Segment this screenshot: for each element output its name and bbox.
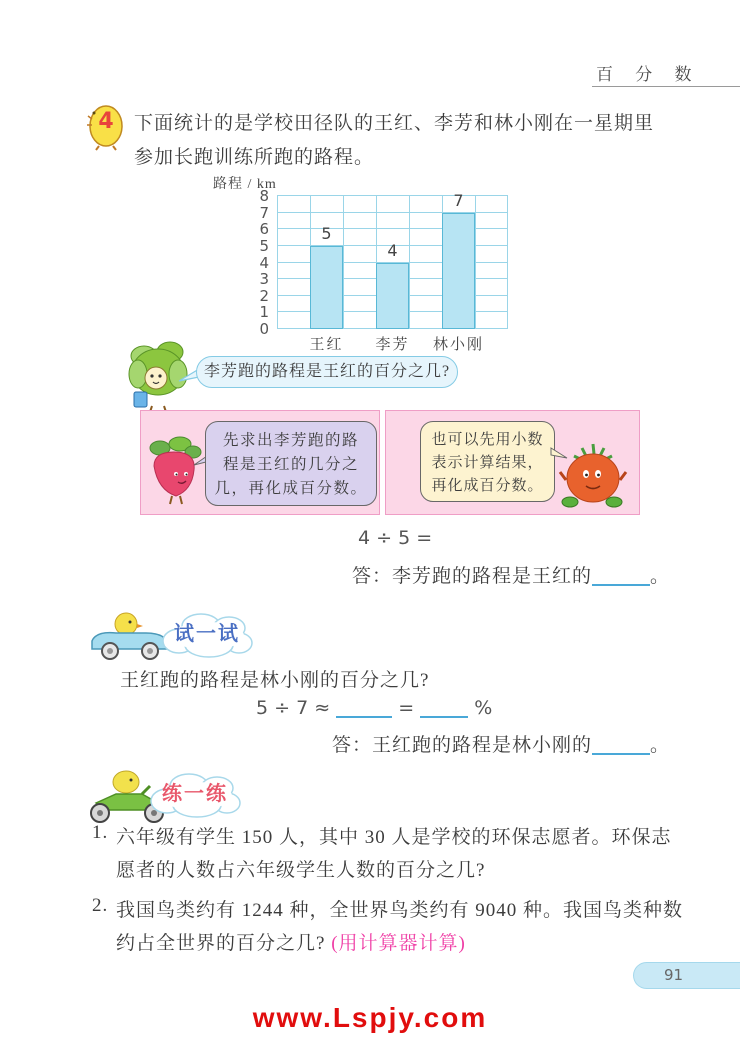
practice-section-label: 练一练 — [162, 783, 228, 805]
try-blank-1 — [336, 696, 392, 718]
v-gridline — [507, 196, 508, 329]
practice-problem-text: 愿者的人数占六年级学生人数的百分之几? — [116, 860, 486, 881]
hint-bubble-right — [420, 421, 555, 502]
bar-value-label: 4 — [387, 240, 398, 260]
header-rule — [592, 86, 740, 87]
bar-chart — [259, 187, 508, 353]
practice-section-header — [146, 771, 244, 819]
x-category-label: 李芳 — [375, 337, 410, 353]
y-tick-label: 2 — [259, 286, 269, 305]
problem-number: 4 — [98, 109, 114, 134]
bar-value-label: 7 — [453, 190, 464, 210]
question-speech-bubble: 李芳跑的路程是王红的百分之几? — [196, 356, 458, 388]
x-category-label: 王红 — [309, 337, 344, 353]
hint-line: 表示计算结果， — [431, 455, 544, 471]
practice-problem-number: 2. — [92, 895, 109, 916]
y-tick-label: 0 — [259, 320, 269, 338]
radish-character — [146, 436, 204, 508]
y-tick-label: 8 — [259, 187, 269, 205]
try-equation — [256, 696, 492, 719]
answer-prefix: 答：李芳跑的路程是王红的 — [352, 566, 593, 587]
practice-problem-text-part: 约占全世界的百分之几? — [116, 933, 332, 954]
calculator-note: (用计算器计算) — [331, 933, 466, 954]
bar-value-label: 5 — [321, 223, 332, 243]
try-blank-2 — [420, 696, 468, 718]
hint-line: 也可以先用小数 — [431, 432, 544, 448]
try-equation-prefix: 5 ÷ 7 ≈ — [256, 697, 331, 719]
hint-line: 先求出李芳跑的路 — [222, 432, 359, 449]
answer-line — [352, 561, 670, 588]
try-equation-equals: = — [398, 697, 415, 719]
chart-y-axis-label: 路程 / km — [213, 177, 277, 192]
try-equation-percent: % — [474, 697, 493, 719]
hint-line: 程是王红的几分之 — [222, 456, 359, 473]
problem-text-line1: 下面统计的是学校田径队的王红、李芳和林小刚在一星期里 — [134, 113, 655, 134]
watermark-text: www.Lspjy.com — [252, 1002, 488, 1033]
y-tick-label: 4 — [259, 253, 269, 272]
try-question: 王红跑的路程是林小刚的百分之几? — [120, 670, 430, 691]
answer-blank — [592, 564, 650, 586]
try-answer-blank — [592, 733, 650, 755]
y-tick-label: 1 — [259, 303, 269, 322]
practice-problem-text — [116, 928, 466, 955]
equation: 4 ÷ 5 = — [358, 527, 433, 549]
practice-problem-text: 六年级有学生 150 人，其中 30 人是学校的环保志愿者。环保志 — [116, 827, 672, 848]
tomato-character — [552, 436, 634, 512]
try-answer-prefix: 答：王红跑的路程是林小刚的 — [332, 735, 593, 756]
v-gridline — [343, 196, 344, 329]
try-answer-suffix: 。 — [650, 735, 671, 756]
chart-bar — [376, 263, 409, 330]
x-category-label: 林小刚 — [432, 337, 484, 353]
hint-line: 再化成百分数。 — [431, 478, 544, 494]
chart-bar — [310, 246, 343, 329]
practice-problem-text: 我国鸟类约有 1244 种，全世界鸟类约有 9040 种。我国鸟类种数 — [116, 900, 684, 921]
v-gridline — [277, 196, 278, 329]
y-tick-label: 6 — [259, 220, 269, 239]
y-tick-label: 3 — [259, 270, 269, 289]
try-section-label: 试一试 — [174, 623, 240, 645]
answer-suffix: 。 — [650, 566, 671, 587]
chart-bar — [442, 213, 475, 329]
problem-text-line2: 参加长跑训练所跑的路程。 — [134, 147, 375, 168]
v-gridline — [475, 196, 476, 329]
y-tick-label: 5 — [259, 236, 269, 255]
y-tick-label: 7 — [259, 203, 269, 222]
page-header-title: 百 分 数 — [596, 65, 701, 84]
hint-bubble-left — [205, 421, 377, 506]
try-section-header — [159, 611, 255, 659]
try-answer-line — [332, 730, 670, 757]
practice-problem-number: 1. — [92, 822, 109, 843]
page-number-badge: 91 — [633, 962, 740, 989]
hint-line: 几，再化成百分数。 — [214, 480, 368, 497]
v-gridline — [409, 196, 410, 329]
